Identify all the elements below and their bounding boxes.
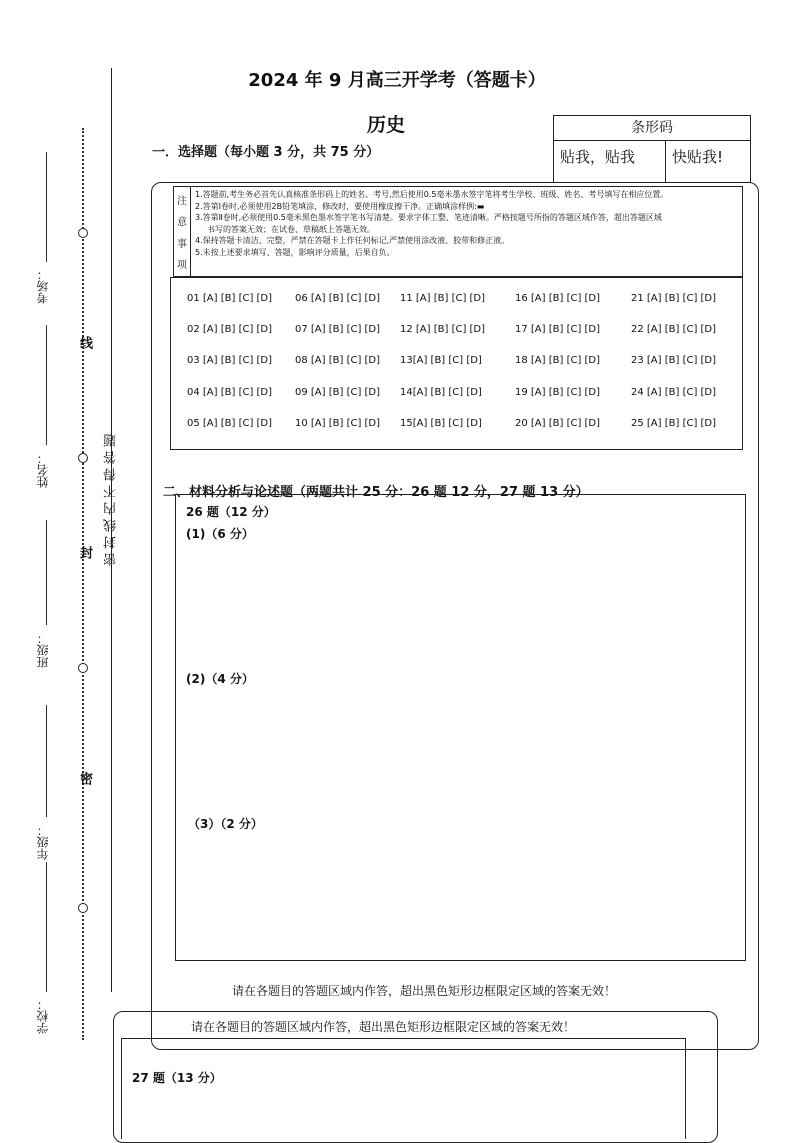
notes-line: 1.答题前,考生务必首先认真核准条形码上的姓名、考号,然后使用0.5毫米墨水签字笔将考生学校、班级、姓名、考号填写在相应位置。 bbox=[195, 190, 669, 199]
no-answer-warning: 密封线内不得答题 bbox=[104, 430, 119, 566]
mc-question[interactable]: 16 [A] [B] [C] [D] bbox=[515, 293, 601, 304]
region-warning: 请在各题目的答题区域内作答，超出黑色矩形边框限定区域的答案无效！ bbox=[232, 984, 617, 998]
page-title: 2024 年 9 月高三开学考（答题卡） bbox=[248, 70, 546, 91]
mc-question[interactable]: 17 [A] [B] [C] [D] bbox=[515, 324, 601, 335]
field-underline bbox=[46, 705, 47, 817]
mc-question[interactable]: 08 [A] [B] [C] [D] bbox=[295, 355, 381, 366]
mc-question[interactable]: 21 [A] [B] [C] [D] bbox=[631, 293, 717, 304]
q27-answer-box[interactable] bbox=[121, 1038, 686, 1139]
mc-question[interactable]: 25 [A] [B] [C] [D] bbox=[631, 418, 717, 429]
q27-title: 27 题（13 分） bbox=[132, 1071, 222, 1085]
q26-part3-label: （3）（2 分） bbox=[188, 817, 263, 831]
mc-question[interactable]: 18 [A] [B] [C] [D] bbox=[515, 355, 601, 366]
notes-box bbox=[173, 186, 743, 277]
field-underline bbox=[46, 325, 47, 445]
barcode-right-text: 快贴我! bbox=[672, 148, 724, 166]
barcode-left-text: 贴我，贴我 bbox=[554, 141, 666, 182]
mc-question[interactable]: 02 [A] [B] [C] [D] bbox=[187, 324, 273, 335]
barcode-title: 条形码 bbox=[554, 116, 750, 141]
mc-question[interactable]: 01 [A] [B] [C] [D] bbox=[187, 293, 273, 304]
field-label-grade: 年级： bbox=[36, 824, 50, 860]
seal-char: 密 bbox=[77, 772, 92, 785]
barcode-area bbox=[553, 115, 751, 183]
field-label-name: 姓名： bbox=[36, 452, 50, 488]
notes-label-char: 项 bbox=[177, 259, 187, 271]
seal-char: 线 bbox=[77, 336, 92, 349]
mc-question[interactable]: 19 [A] [B] [C] [D] bbox=[515, 387, 601, 398]
mc-question[interactable]: 06 [A] [B] [C] [D] bbox=[295, 293, 381, 304]
mc-question[interactable]: 03 [A] [B] [C] [D] bbox=[187, 355, 273, 366]
notes-line: 2.答第Ⅰ卷时,必须使用2B铅笔填涂，修改时，要使用橡皮擦干净。正确填涂样例:▬ bbox=[195, 201, 485, 211]
field-underline bbox=[46, 520, 47, 625]
mc-question[interactable]: 11 [A] [B] [C] [D] bbox=[400, 293, 486, 304]
notes-label-char: 注 bbox=[177, 196, 187, 208]
mc-question[interactable]: 07 [A] [B] [C] [D] bbox=[295, 324, 381, 335]
seal-circle bbox=[78, 663, 88, 673]
field-underline bbox=[46, 862, 47, 992]
multiple-choice-grid bbox=[170, 277, 743, 450]
notes-line: 3.答第Ⅱ卷时,必须使用0.5毫米黑色墨水签字笔书写清楚。要求字体工整、笔迹清晰。严格按题号所指的答题区域作答，超出答题区域 bbox=[195, 213, 662, 222]
seal-circle bbox=[78, 903, 88, 913]
seal-circle bbox=[78, 228, 88, 238]
mc-question[interactable]: 15[A] [B] [C] [D] bbox=[400, 418, 482, 429]
mc-question[interactable]: 09 [A] [B] [C] [D] bbox=[295, 387, 381, 398]
q26-answer-box[interactable] bbox=[175, 494, 746, 961]
notes-text bbox=[191, 187, 742, 276]
mc-question[interactable]: 10 [A] [B] [C] [D] bbox=[295, 418, 381, 429]
q26-part1-label: (1)（6 分） bbox=[186, 527, 254, 541]
field-label-class: 班级： bbox=[36, 632, 50, 668]
notes-label-char: 意 bbox=[177, 217, 187, 229]
notes-line: 4.保持答题卡清洁、完整，严禁在答题卡上作任何标记,严禁使用涂改液、胶带和修正液。 bbox=[195, 236, 510, 245]
mc-question[interactable]: 23 [A] [B] [C] [D] bbox=[631, 355, 717, 366]
notes-line: 书写的答案无效；在试卷、草稿纸上答题无效。 bbox=[207, 224, 375, 234]
mc-question[interactable]: 04 [A] [B] [C] [D] bbox=[187, 387, 273, 398]
notes-label-char: 事 bbox=[177, 238, 187, 250]
mc-question[interactable]: 22 [A] [B] [C] [D] bbox=[631, 324, 717, 335]
mc-question[interactable]: 13[A] [B] [C] [D] bbox=[400, 355, 482, 366]
field-label-exam-room: 考场： bbox=[36, 268, 50, 304]
q26-part2-label: (2)（4 分） bbox=[186, 672, 254, 686]
mc-question[interactable]: 24 [A] [B] [C] [D] bbox=[631, 387, 717, 398]
notes-line: 5.未按上述要求填写、答题，影响评分质量，后果自负。 bbox=[195, 247, 395, 257]
mc-question[interactable]: 20 [A] [B] [C] [D] bbox=[515, 418, 601, 429]
region-warning: 请在各题目的答题区域内作答，超出黑色矩形边框限定区域的答案无效！ bbox=[191, 1020, 576, 1034]
seal-char: 封 bbox=[77, 546, 92, 559]
subject-title: 历史 bbox=[367, 114, 406, 136]
mc-question[interactable]: 14[A] [B] [C] [D] bbox=[400, 387, 482, 398]
seal-circle bbox=[78, 453, 88, 463]
mc-question[interactable]: 05 [A] [B] [C] [D] bbox=[187, 418, 273, 429]
notes-label bbox=[174, 187, 191, 276]
section2-title: 二、材料分析与论述题（两题共计 25 分：26 题 12 分，27 题 13 分） bbox=[163, 485, 589, 500]
field-label-school: 学校： bbox=[36, 998, 50, 1034]
field-underline bbox=[46, 152, 47, 262]
mc-question[interactable]: 12 [A] [B] [C] [D] bbox=[400, 324, 486, 335]
q26-title: 26 题（12 分） bbox=[186, 505, 276, 519]
section1-title: 一．选择题（每小题 3 分，共 75 分） bbox=[152, 145, 380, 160]
